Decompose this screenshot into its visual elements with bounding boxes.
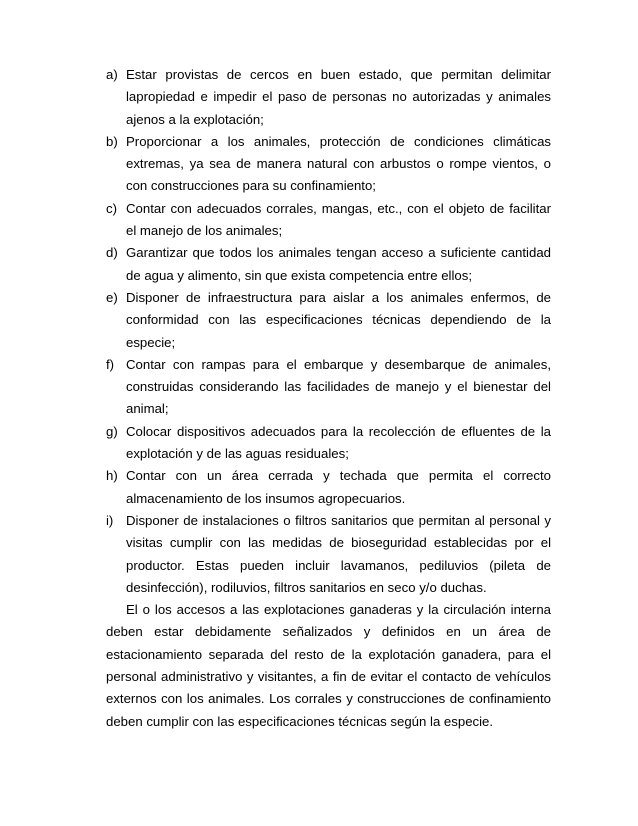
- body-paragraph: El o los accesos a las explotaciones ganaderas y la circulación interna deben estar debidamente señalizados y definidos en un área de estacionamiento separada del resto de la explotación ganadera, para el personal administrativo y visitantes, a fin de evitar el contacto de vehículos externos con los animales. Los corrales y construcciones de confinamiento deben cumplir con las especificaciones técnicas según la especie.: [106, 602, 551, 729]
- list-item-text: Disponer de instalaciones o filtros sanitarios que permitan al personal y visitas cumplir con las medidas de bioseguridad establecidas por el productor. Estas pueden incluir lavamanos, pediluvios (pileta de desinfección), rodiluvios, filtros sanitarios en seco y/o duchas.: [126, 512, 551, 595]
- list-item: [106, 465, 551, 510]
- list-item-text: Colocar dispositivos adecuados para la recolección de efluentes de la explotación y de las aguas residuales;: [126, 423, 551, 462]
- list-marker: g): [106, 423, 118, 439]
- list-item: [106, 287, 551, 354]
- list-item-text: Contar con adecuados corrales, mangas, etc., con el objeto de facilitar el manejo de los animales;: [126, 200, 551, 239]
- list-item: [106, 421, 551, 466]
- list-item-text: Disponer de infraestructura para aislar a los animales enfermos, de conformidad con las especificaciones técnicas dependiendo de la especie;: [126, 289, 551, 350]
- list-item: [106, 64, 551, 131]
- list-item: [106, 242, 551, 287]
- list-marker: h): [106, 468, 118, 484]
- list-item: [106, 198, 551, 243]
- list-item: [106, 131, 551, 198]
- list-marker: f): [106, 356, 115, 372]
- list-marker: c): [106, 200, 117, 216]
- list-item: [106, 354, 551, 421]
- list-item-text: Contar con un área cerrada y techada que permita el correcto almacenamiento de los insumos agropecuarios.: [126, 468, 551, 506]
- list-item: [106, 510, 551, 599]
- list-marker: e): [106, 289, 118, 305]
- list-item-text: Proporcionar a los animales, protección de condiciones climáticas extremas, ya sea de manera natural con arbustos o rompe vientos, o con construcciones para su confinamiento;: [126, 133, 551, 194]
- document-page: [106, 64, 551, 733]
- list-marker: d): [106, 245, 118, 261]
- list-marker: a): [106, 67, 118, 82]
- requirements-list: [106, 64, 551, 599]
- list-marker: i): [106, 512, 114, 528]
- list-item-text: Contar con rampas para el embarque y desembarque de animales, construidas considerando las facilidades de manejo y el bienestar del animal;: [126, 356, 551, 417]
- list-marker: b): [106, 133, 118, 149]
- list-item-text: Garantizar que todos los animales tengan acceso a suficiente cantidad de agua y alimento, sin que exista competencia entre ellos;: [126, 245, 551, 283]
- list-item-text: Estar provistas de cercos en buen estado, que permitan delimitar lapropiedad e impedir el paso de personas no autorizadas y animales ajenos a la explotación;: [126, 67, 551, 127]
